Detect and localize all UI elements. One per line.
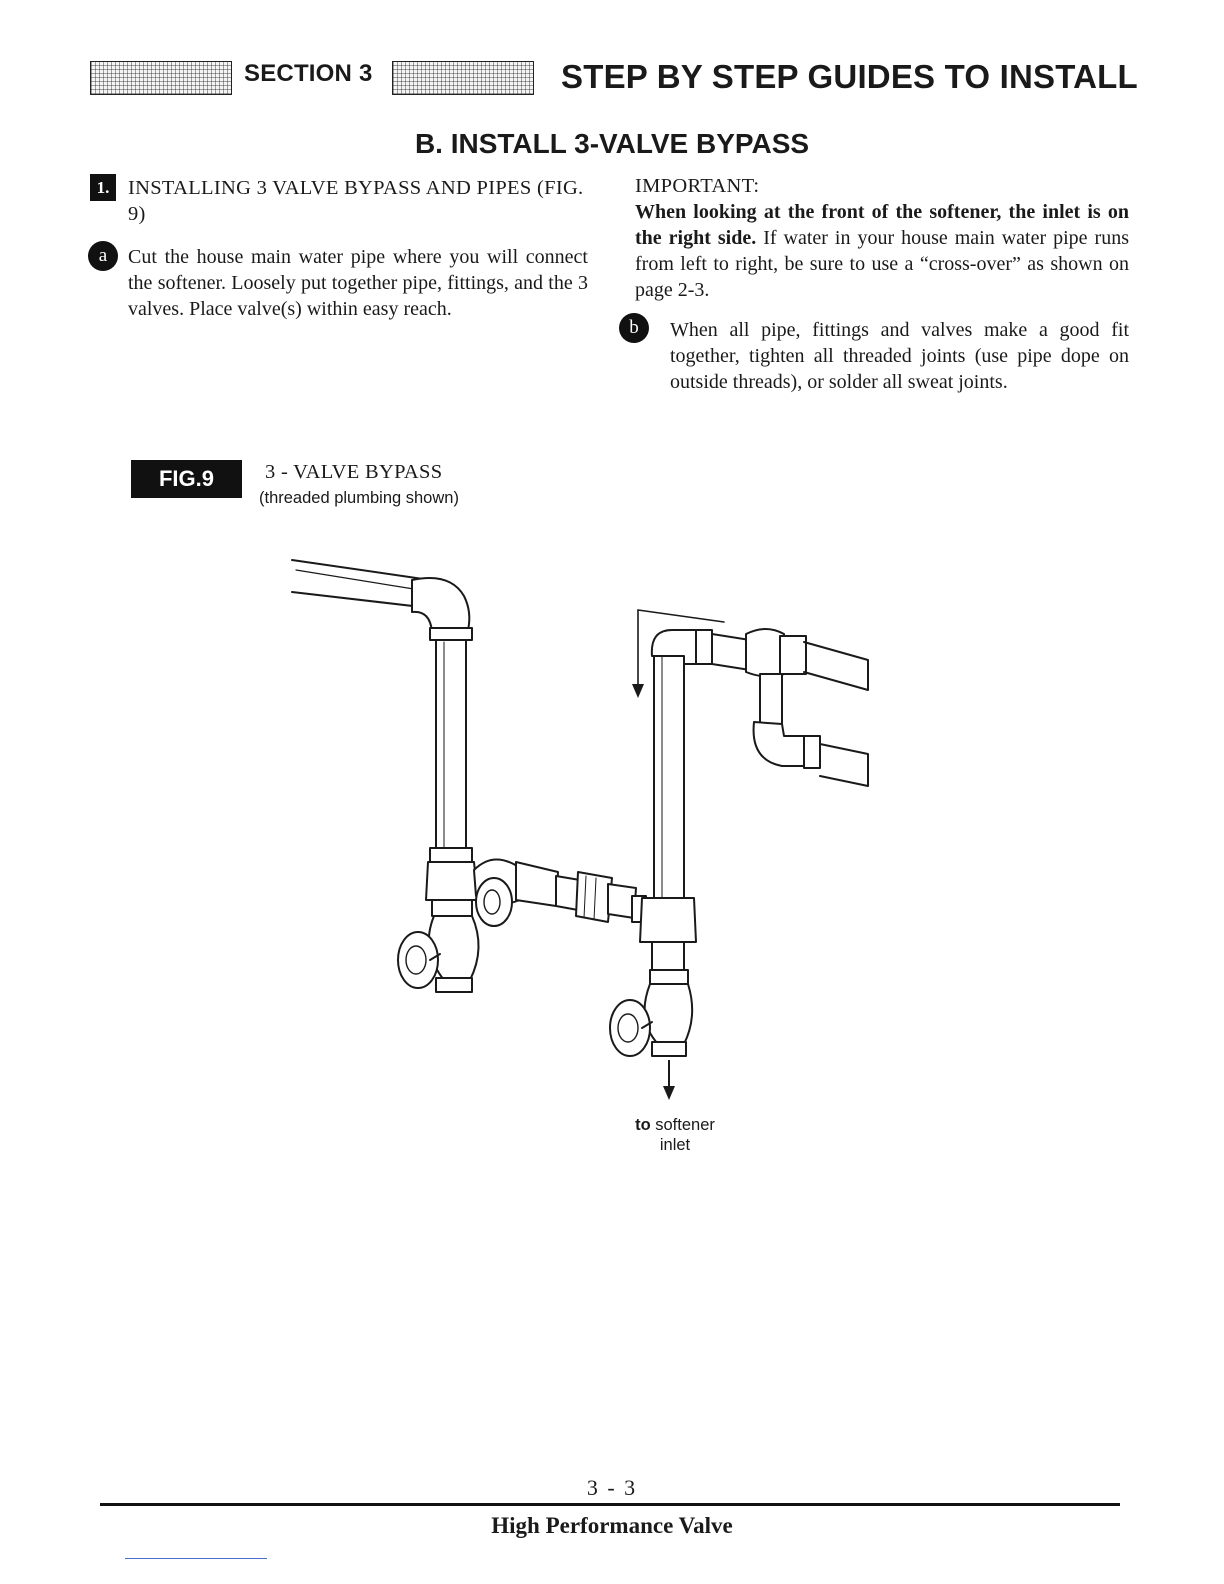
- label-softener: softener: [650, 1116, 715, 1134]
- step-number-badge: 1.: [90, 174, 116, 201]
- step-instruction-a: Cut the house main water pipe where you will connect the softener. Loosely put together pipe, fittings, and the 3 valves. Place valve(s) within easy reach.: [128, 246, 588, 320]
- step-letter-badge-b: b: [619, 313, 649, 343]
- figure-subtitle: (threaded plumbing shown): [259, 489, 459, 507]
- page-number: 3 - 3: [586, 1475, 638, 1500]
- footer-link-underline: [125, 1558, 267, 1559]
- step-instruction-b: When all pipe, fittings and valves make a good fit together, tighten all threaded joints (use pipe dope on outside threads), or solder all sweat joints.: [670, 319, 1129, 393]
- figure-badge: FIG.9: [131, 460, 242, 498]
- important-label: IMPORTANT:: [635, 175, 760, 197]
- footer-title: High Performance Valve: [491, 1513, 733, 1538]
- bypass-valve-drawing: [280, 550, 900, 1110]
- figure-title: 3 - VALVE BYPASS: [265, 461, 443, 483]
- label-inlet: inlet: [659, 1136, 691, 1154]
- label-to: to: [635, 1116, 651, 1134]
- step-heading: INSTALLING 3 VALVE BYPASS AND PIPES (FIG. 9): [128, 177, 584, 225]
- section-label: SECTION 3: [244, 60, 373, 87]
- subsection-title: B. INSTALL 3-VALVE BYPASS: [414, 128, 810, 159]
- header-hatch-right: [392, 61, 534, 95]
- step-letter-badge-a: a: [88, 241, 118, 271]
- important-bold-text: When looking at the front of the softener, the inlet is on the right side.: [635, 201, 1129, 249]
- footer-rule: [100, 1503, 1120, 1506]
- important-body-text: If water in your house main water pipe runs from left to right, be sure to use a “cross-over” as shown on page 2-3.: [635, 227, 1129, 301]
- important-note: [635, 199, 1129, 303]
- softener-inlet-label: [590, 1115, 760, 1155]
- header-hatch-left: [90, 61, 232, 95]
- header-title: STEP BY STEP GUIDES TO INSTALL: [561, 58, 1138, 95]
